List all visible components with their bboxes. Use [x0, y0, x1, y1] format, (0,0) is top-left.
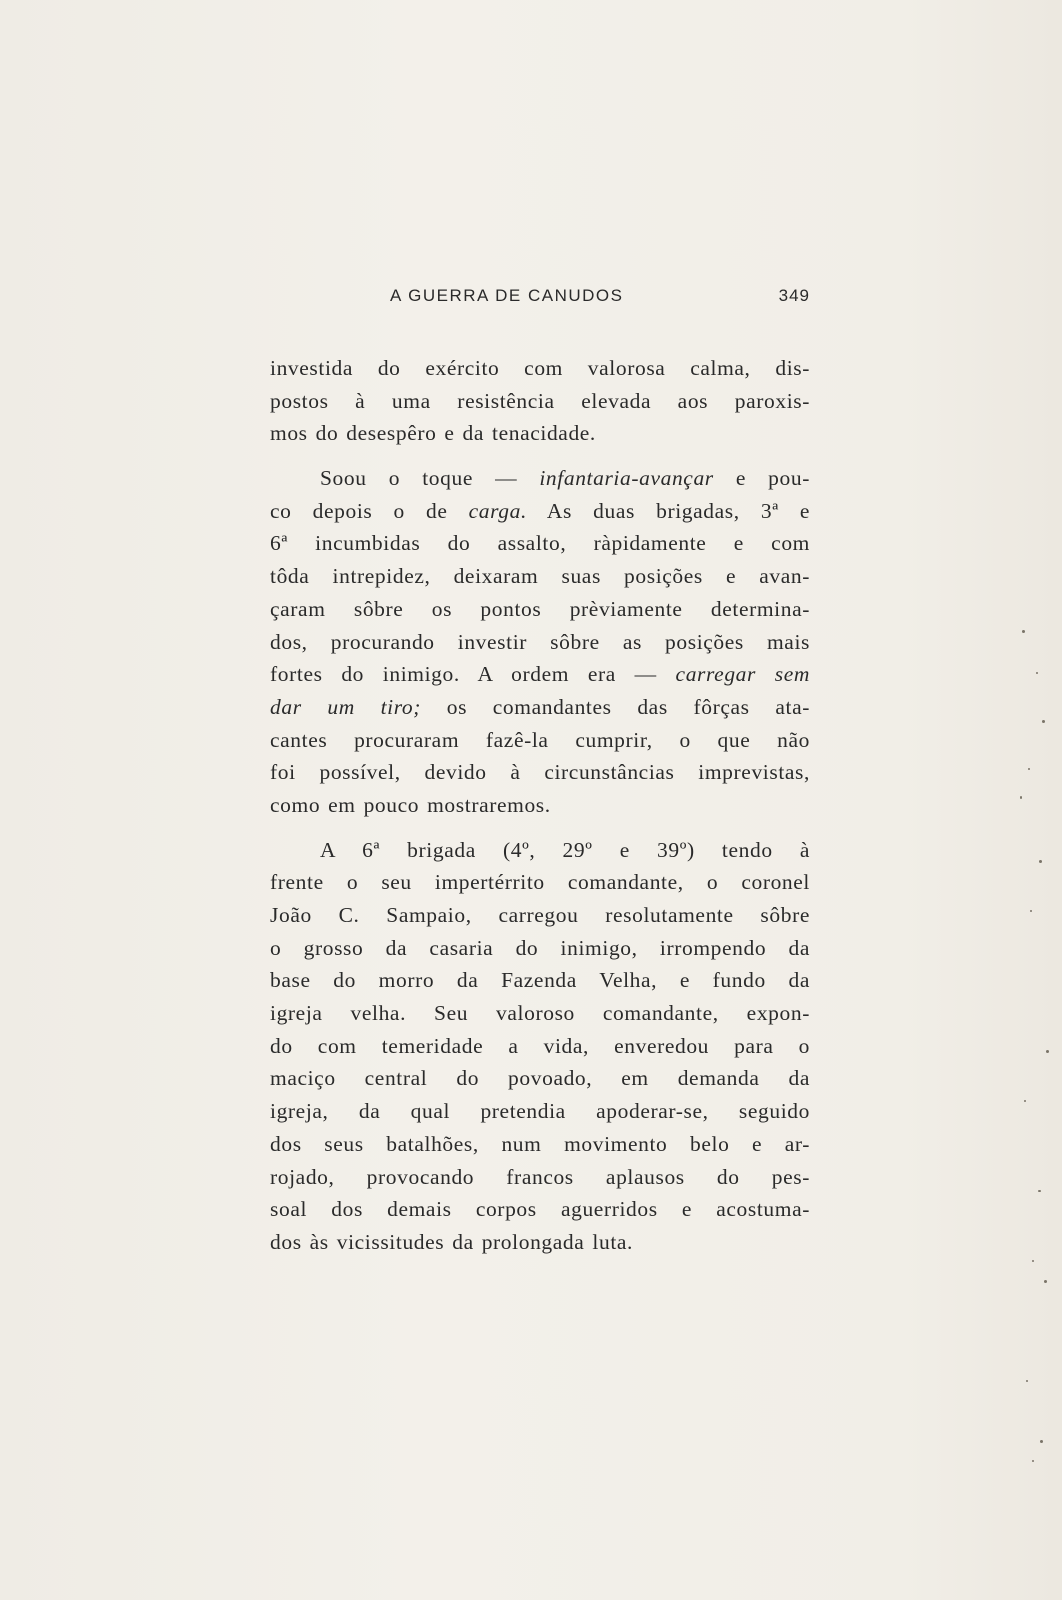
- text-line: [270, 899, 810, 932]
- text-line: [270, 385, 810, 418]
- text-run: 6ª incumbidas do assalto, ràpidamente e com: [270, 531, 810, 556]
- text-run: investida do exército com valorosa calma, dis-: [270, 356, 810, 380]
- text-line: [270, 1161, 810, 1194]
- text-run: os comandantes das fôrças ata-: [421, 694, 810, 719]
- body-text: [270, 352, 810, 1259]
- text-run: e pou-: [713, 466, 810, 491]
- text-line: [270, 789, 810, 822]
- text-run: base do morro da Fazenda Velha, e fundo da: [270, 968, 810, 993]
- text-line: [270, 964, 810, 997]
- text-run: foi possível, devido à circunstâncias imprevistas,: [270, 760, 810, 785]
- text-line: [270, 1226, 810, 1259]
- italic-text: dar um tiro;: [270, 694, 422, 719]
- text-run: mos do desespêro e da tenacidade.: [270, 421, 596, 446]
- text-run: rojado, provocando francos aplausos do pes-: [270, 1164, 810, 1189]
- text-run: igreja, da qual pretendia apoderar-se, seguido: [270, 1099, 810, 1124]
- text-line: [270, 1030, 810, 1063]
- text-run: soal dos demais corpos aguerridos e acostuma-: [270, 1197, 810, 1222]
- text-run: As duas brigadas, 3ª e: [526, 498, 811, 523]
- italic-text: carregar sem: [675, 662, 810, 687]
- running-head-title: A GUERRA DE CANUDOS: [390, 286, 624, 305]
- text-run: o grosso da casaria do inimigo, irrompendo da: [270, 935, 810, 960]
- text-line: [270, 1128, 810, 1161]
- text-line: [270, 593, 810, 626]
- text-run: do com temeridade a vida, enveredou para o: [270, 1033, 810, 1058]
- italic-text: infantaria-avançar: [539, 466, 714, 491]
- text-line: [270, 834, 810, 867]
- text-line: [270, 626, 810, 659]
- paragraph: [270, 834, 810, 1259]
- text-line: [270, 866, 810, 899]
- paragraph: [270, 352, 810, 450]
- text-run: co depois o de: [270, 498, 469, 523]
- text-run: dos seus batalhões, num movimento belo e ar-: [270, 1131, 810, 1156]
- text-line: [270, 756, 810, 789]
- text-run: fortes do inimigo. A ordem era —: [270, 662, 676, 687]
- text-line: [270, 691, 810, 724]
- text-line: [270, 1095, 810, 1128]
- text-line: [270, 658, 810, 691]
- text-run: maciço central do povoado, em demanda da: [270, 1066, 810, 1091]
- text-run: postos à uma resistência elevada aos paroxis-: [270, 388, 810, 413]
- paragraph-gap: [270, 822, 810, 834]
- text-line: [270, 932, 810, 965]
- text-line: [270, 527, 810, 560]
- paragraph: [270, 462, 810, 822]
- text-line: [270, 1062, 810, 1095]
- text-line: [270, 417, 810, 450]
- text-run: çaram sôbre os pontos prèviamente determina-: [270, 596, 810, 621]
- paragraph-gap: [270, 450, 810, 462]
- text-run: frente o seu impertérrito comandante, o coronel: [270, 870, 810, 895]
- page-edge-specks: [1002, 580, 1062, 1580]
- text-run: A 6ª brigada (4º, 29º e 39º) tendo à: [320, 837, 810, 862]
- text-line: [270, 462, 810, 495]
- text-run: cantes procuraram fazê-la cumprir, o que não: [270, 727, 810, 752]
- text-line: [270, 495, 810, 528]
- text-line: [270, 997, 810, 1030]
- text-run: dos, procurando investir sôbre as posições mais: [270, 629, 810, 654]
- text-run: Soou o toque —: [320, 466, 540, 491]
- text-run: tôda intrepidez, deixaram suas posições e avan-: [270, 564, 810, 589]
- text-line: [270, 1193, 810, 1226]
- text-line: [270, 352, 810, 385]
- text-run: João C. Sampaio, carregou resolutamente sôbre: [270, 903, 810, 927]
- text-line: [270, 560, 810, 593]
- italic-text: carga.: [468, 498, 527, 523]
- page-number: 349: [778, 286, 810, 305]
- running-head: [270, 286, 810, 310]
- text-run: como em pouco mostraremos.: [270, 792, 551, 817]
- text-run: igreja velha. Seu valoroso comandante, expon-: [270, 1001, 810, 1026]
- text-line: [270, 724, 810, 757]
- text-run: dos às vicissitudes da prolongada luta.: [270, 1229, 634, 1254]
